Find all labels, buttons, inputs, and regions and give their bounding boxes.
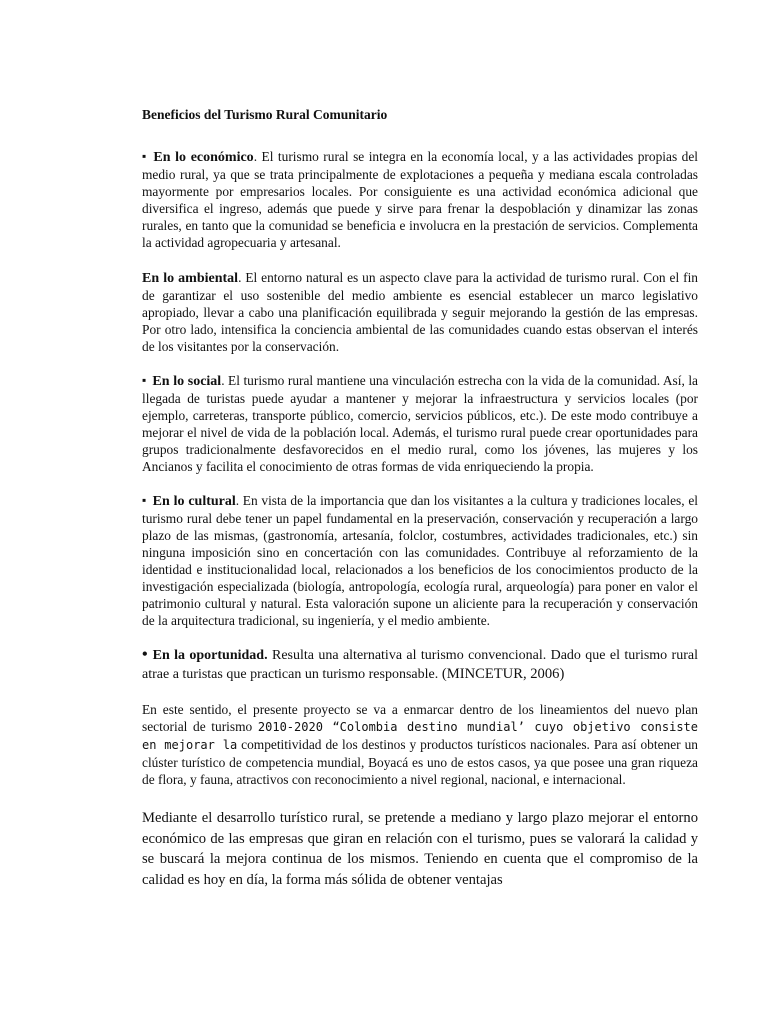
section-social: [142, 372, 698, 475]
bullet-icon: ▪: [142, 493, 147, 507]
bullet-icon: ▪: [142, 149, 148, 163]
section-text: . En vista de la importancia que dan los visitantes a la cultura y tradiciones locales, el turismo rural debe tener un papel fundamental en la preservación, conservación y recuperación a largo plazo de las mismas, (gastronomía, artesanía, folclor, costumbres, actividades tradicionales, etc.) sin ninguna imposición sino en concertación con las comunidades. Contribuye al reforzamiento de la identidad e institucionalidad local, relacionados a los beneficios de los conocimientos producto de la investigación especializada (biología, antropología, ecología rural, arqueología) para poner en valor el patrimonio cultural y natural. Esta valoración supone un aliciente para la recuperación y conservación de la arquitectura tradicional, su ingeniería, y el medio ambiente.: [142, 493, 698, 628]
plan-text-before: En este sentido, el presente proyecto se va a enmarcar dentro de los lineamientos del nuevo plan sectorial de turismo: [142, 702, 698, 734]
section-paragraph: [142, 492, 698, 629]
section-heading: En lo cultural: [152, 494, 236, 509]
section-text: Resulta una alternativa al turismo convencional. Dado que el turismo rural atrae a turistas que practican un turismo responsable.: [142, 648, 698, 682]
section-heading: En la oportunidad.: [152, 648, 268, 663]
document-body: [142, 106, 698, 890]
section-heading: En lo económico: [153, 150, 254, 165]
paragraph-plan: [142, 701, 698, 788]
section-oportunidad: [142, 646, 698, 684]
document-title: Beneficios del Turismo Rural Comunitario: [142, 107, 388, 122]
section-text: . El entorno natural es un aspecto clave para la actividad de turismo rural. Con el fin de garantizar el uso sostenible del medio ambiente es esencial establecer un marco legislativo apropiado, llevar a cabo una planificación equilibrada y seguir mejorando la gestión de las empresas. Por otro lado, intensifica la conciencia ambiental de las comunidades cuando estas observan el interés de los visitantes por la conservación.: [142, 270, 698, 354]
section-text: . El turismo rural mantiene una vinculación estrecha con la vida de la comunidad. Así, la llegada de turistas puede ayudar a mantener y mejorar la infraestructura y servicios locales (por ejemplo, carreteras, transporte público, comercio, servicios públicos, etc.). De este modo contribuye a mejorar el nivel de vida de la población local. Además, el turismo rural puede crear oportunidades para grupos tradicionalmente desfavorecidos en el medio rural, como los jóvenes, las mujeres y los Ancianos y facilita el conocimiento de otras formas de vida enriqueciendo la propia.: [142, 373, 698, 474]
last-paragraph: Mediante el desarrollo turístico rural, se pretende a mediano y largo plazo mejorar el entorno económico de las empresas que giran en relación con el turismo, pues se valorará la calidad y se buscará la mejora continua de los mismos. Teniendo en cuenta que el compromiso de la calidad es hoy en día, la forma más sólida de obtener ventajas: [142, 810, 698, 888]
section-text: . El turismo rural se integra en la economía local, y a las actividades propias del medio rural, ya que se trata principalmente de explotaciones a pequeña y mediana escala controladas mayormente por empresarios locales. Por consiguiente es una actividad económica adicional que diversifica el ingreso, además que puede y sirve para frenar la despoblación y dinamizar las zonas rurales, en tanto que la comunidad se beneficia e involucra en la prestación de servicios. Complementa la actividad agropecuaria y artesanal.: [142, 149, 698, 250]
section-paragraph: [142, 148, 698, 251]
section-paragraph: [142, 646, 698, 684]
section-cultural: [142, 492, 698, 629]
section-economico: [142, 148, 698, 251]
bullet-icon: ▪: [142, 373, 147, 387]
section-ambiental: [142, 269, 698, 355]
plan-paragraph: [142, 701, 698, 788]
paragraph-mediante: [142, 808, 698, 890]
bullet-icon: •: [142, 646, 148, 663]
section-paragraph: [142, 269, 698, 355]
section-paragraph: [142, 372, 698, 475]
plan-text-after: competitividad de los destinos y productos turísticos nacionales. Para así obtener un clúster turístico de competencia mundial, Boyacá es uno de estos casos, ya que posee una gran riqueza de flora, y fauna, atractivos con reconocimiento a nivel regional, nacional, e internacional.: [142, 737, 698, 787]
plan-mono-text: 2010-2020 “Colombia destino mundial’ cuyo objetivo consiste en mejorar la: [142, 720, 698, 752]
section-heading: En lo ambiental: [142, 271, 239, 286]
citation: (MINCETUR, 2006): [438, 666, 565, 682]
section-heading: En lo social: [152, 374, 222, 389]
